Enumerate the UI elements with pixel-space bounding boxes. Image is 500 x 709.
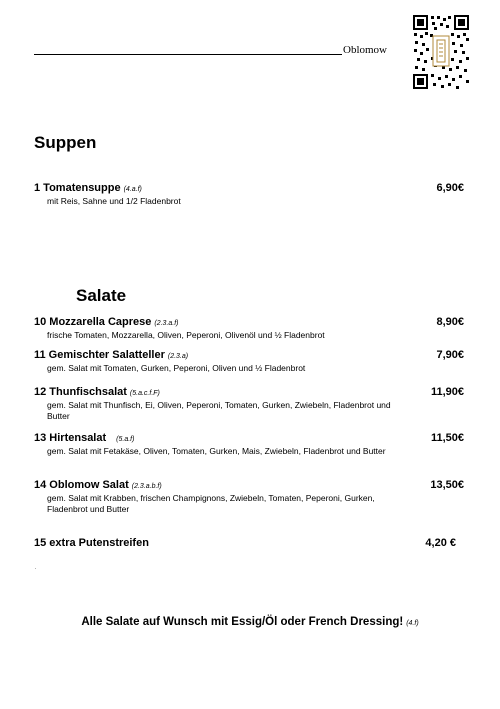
- menu-item: [34, 386, 464, 422]
- menu-item: [34, 479, 464, 515]
- menu-item-name: 1 Tomatensuppe (4.a.f): [34, 182, 142, 194]
- section-title-salads: Salate: [76, 286, 127, 305]
- menu-item: [34, 182, 464, 207]
- menu-item: [34, 537, 464, 550]
- menu-item-description: gem. Salat mit Fetakäse, Oliven, Tomaten, Gurken, Mais, Zwiebeln, Fladenbrot und Butter: [47, 446, 386, 456]
- menu-item-description: frische Tomaten, Mozzarella, Oliven, Peperoni, Olivenöl und ½ Fladenbrot: [47, 330, 325, 340]
- menu-item-name: 10 Mozzarella Caprese (2.3.a.f): [34, 316, 179, 328]
- menu-item-description: gem. Salat mit Tomaten, Gurken, Peperoni, Oliven und ½ Fladenbrot: [47, 363, 306, 373]
- footer-note: Alle Salate auf Wunsch mit Essig/Öl oder French Dressing! (4.f): [81, 616, 419, 628]
- menu-item-description: mit Reis, Sahne und 1/2 Fladenbrot: [47, 196, 181, 206]
- menu-item-name: 14 Oblomow Salat (2.3.a.b.f): [34, 479, 162, 491]
- menu-item-name: 15 extra Putenstreifen: [34, 537, 149, 549]
- menu-item-price: 11,50€: [430, 432, 464, 444]
- menu-item: [34, 349, 464, 374]
- menu-item-price: 8,90€: [436, 316, 464, 328]
- menu-item-price: 6,90€: [436, 182, 464, 194]
- menu-item-name: 11 Gemischter Salatteller (2.3.a): [34, 349, 189, 361]
- stray-dot: .: [35, 565, 37, 571]
- menu-item-price: 7,90€: [436, 349, 464, 361]
- section-title-soups: Suppen: [34, 133, 97, 152]
- allergen-codes: (5.a.f): [116, 436, 135, 443]
- restaurant-name: Oblomow: [343, 44, 387, 56]
- menu-item-name: 12 Thunfischsalat (5.a.c.f.F): [34, 386, 160, 398]
- menu-item: [34, 316, 464, 341]
- menu-item-name: 13 Hirtensalat (5.a.f): [34, 432, 135, 444]
- allergen-codes: (2.3.a): [167, 353, 189, 360]
- menu-item-price: 11,90€: [430, 386, 464, 398]
- allergen-codes: (2.3.a.b.f): [131, 483, 162, 490]
- allergen-codes: (5.a.c.f.F): [129, 390, 160, 397]
- menu-item-description: gem. Salat mit Thunfisch, Ei, Oliven, Peperoni, Tomaten, Gurken, Zwiebeln, Fladenbrot und Butter: [47, 400, 391, 421]
- allergen-codes: (2.3.a.f): [154, 320, 179, 327]
- menu-item-description: gem. Salat mit Krabben, frischen Champignons, Zwiebeln, Tomaten, Peperoni, Gurken, Fladenbrot und Butter: [47, 493, 375, 514]
- qr-code-icon: [412, 14, 470, 90]
- footer-allergen-codes: (4.f): [406, 620, 419, 627]
- header-rule: [34, 54, 342, 55]
- menu-item: [34, 432, 464, 457]
- menu-item-price: 4,20 €: [425, 537, 456, 549]
- menu-item-price: 13,50€: [430, 479, 464, 491]
- allergen-codes: (4.a.f): [123, 186, 142, 193]
